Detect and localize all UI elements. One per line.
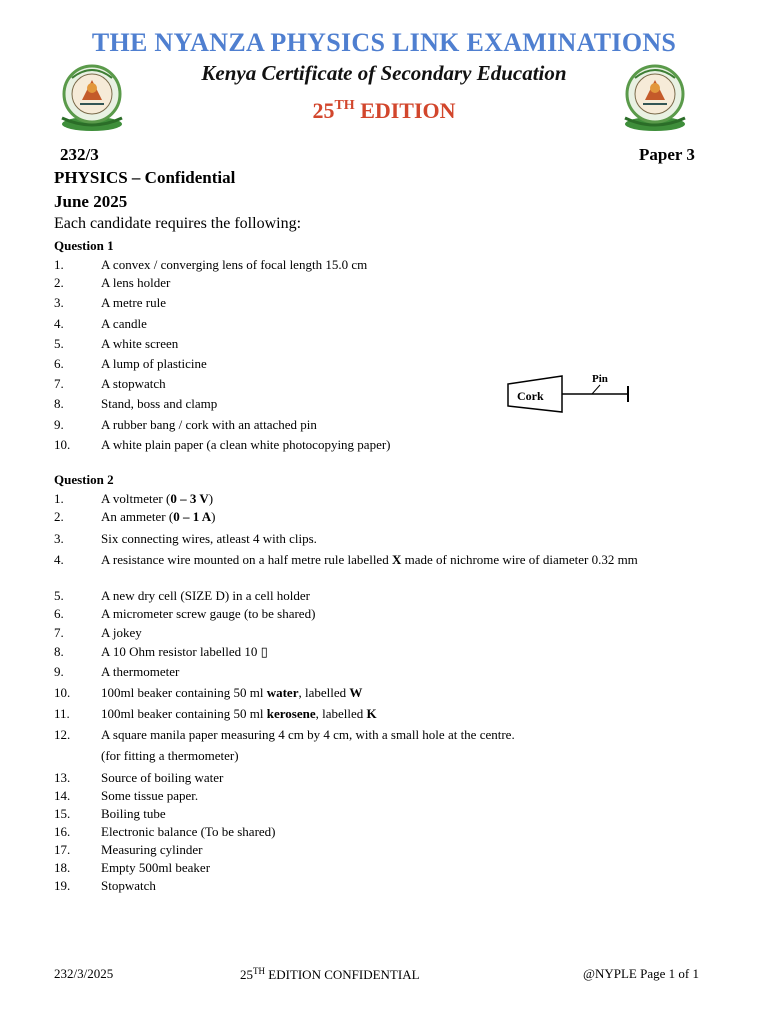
q1-item-number: 9. (54, 417, 64, 432)
q2-item-number: 18. (54, 860, 71, 875)
paper-number: Paper 3 (639, 145, 695, 164)
footer-edition-text: EDITION CONFIDENTIAL (265, 967, 420, 982)
q1-item-text: A metre rule (101, 295, 166, 310)
q2-item-number: 8. (54, 644, 64, 659)
q2-item-bold: kerosene (266, 706, 316, 721)
pin-label: Pin (592, 373, 608, 385)
footer-edition-suffix: TH (253, 966, 265, 976)
instructions-intro: Each candidate requires the following: (54, 215, 302, 232)
question-2-heading: Question 2 (54, 472, 114, 487)
q2-item-number: 11. (54, 706, 70, 721)
q2-item-text: Stopwatch (101, 878, 156, 893)
exam-title: THE NYANZA PHYSICS LINK EXAMINATIONS (91, 28, 677, 57)
q2-item-number: 4. (54, 552, 64, 567)
q1-item-number: 1. (54, 257, 64, 272)
q2-item-text-end: , labelled (315, 706, 367, 721)
footer-edition (240, 966, 420, 983)
q2-item-text: A new dry cell (SIZE D) in a cell holder (101, 588, 311, 603)
footer-paper-code: 232/3/2025 (54, 966, 114, 981)
subject-heading: PHYSICS – Confidential (54, 168, 236, 187)
nyple-logo-left (52, 58, 132, 138)
q2-item-text-end: made of nichrome wire of diameter 0.32 mm (401, 552, 638, 567)
q2-item-number: 16. (54, 824, 71, 839)
ohm-symbol: ▯ (260, 644, 268, 659)
q2-item-text: A 10 Ohm resistor labelled 10 (101, 644, 261, 659)
q2-item-text-end: ) (211, 509, 216, 524)
q2-item-text: A resistance wire mounted on a half metre rule labelled (101, 552, 392, 567)
q2-item-text: A jokey (101, 625, 142, 640)
q2-item-number: 10. (54, 685, 71, 700)
pin-pointer (592, 385, 600, 394)
cork-label: Cork (517, 389, 544, 403)
q1-item-text: A candle (101, 316, 147, 331)
q2-item-text: An ammeter ( (101, 509, 174, 524)
q1-item-text: A white plain paper (a clean white photocopying paper) (101, 437, 391, 452)
q2-item-text: Electronic balance (To be shared) (101, 824, 276, 839)
q2-item-number: 5. (54, 588, 64, 603)
q2-item-text: Six connecting wires, atleast 4 with clips. (101, 531, 317, 546)
cork-pin-diagram (506, 370, 636, 416)
q2-item-bold: X (391, 552, 402, 567)
q2-item-text: A voltmeter ( (101, 491, 171, 506)
q2-item-text: Some tissue paper. (101, 788, 199, 803)
q1-item-number: 10. (54, 437, 71, 452)
q2-item-number: 15. (54, 806, 71, 821)
q1-item-number: 5. (54, 336, 64, 351)
q1-item-number: 4. (54, 316, 64, 331)
q1-item-text: Stand, boss and clamp (101, 396, 218, 411)
question-1-heading: Question 1 (54, 238, 114, 253)
q1-item-number: 8. (54, 396, 64, 411)
footer-page-info: @NYPLE Page 1 of 1 (583, 966, 699, 981)
q1-item-text: A lump of plasticine (101, 356, 207, 371)
q2-item-bold: 0 – 3 V (170, 491, 209, 506)
q2-item-text: 100ml beaker containing 50 ml (101, 706, 267, 721)
q2-item-bold: 0 – 1 A (173, 509, 212, 524)
q1-item-number: 6. (54, 356, 64, 371)
q2-item-text: A square manila paper measuring 4 cm by 4 cm, with a small hole at the centre. (101, 727, 515, 742)
q2-item-number: 9. (54, 664, 64, 679)
q2-item-text-line2: (for fitting a thermometer) (101, 748, 239, 763)
q2-item-text: Source of boiling water (101, 770, 224, 785)
exam-date: June 2025 (54, 192, 128, 211)
q1-item-text: A white screen (101, 336, 179, 351)
q1-item-number: 2. (54, 275, 64, 290)
q2-item-number: 1. (54, 491, 64, 506)
nyple-logo-right (615, 58, 695, 138)
q2-item-label: K (366, 706, 377, 721)
q1-item-number: 3. (54, 295, 64, 310)
q2-item-number: 12. (54, 727, 71, 742)
q2-item-text-end: ) (208, 491, 214, 506)
q2-item-text: Boiling tube (101, 806, 166, 821)
footer-edition-number: 25 (240, 967, 253, 982)
q1-item-text: A lens holder (101, 275, 171, 290)
q2-item-text: A thermometer (101, 664, 180, 679)
q2-item-number: 13. (54, 770, 71, 785)
q2-item-text: Measuring cylinder (101, 842, 203, 857)
paper-code: 232/3 (60, 145, 99, 164)
q2-item-number: 3. (54, 531, 64, 546)
q2-item-text-end: , labelled (298, 685, 350, 700)
q1-item-number: 7. (54, 376, 64, 391)
edition-suffix: TH (334, 98, 355, 113)
q2-item-number: 17. (54, 842, 71, 857)
q1-item-text: A convex / converging lens of focal length 15.0 cm (101, 257, 368, 272)
q2-item-number: 14. (54, 788, 71, 803)
q2-item-text: Empty 500ml beaker (101, 860, 211, 875)
q2-item-label: W (349, 685, 363, 700)
q1-item-text: A stopwatch (101, 376, 166, 391)
q2-item-number: 7. (54, 625, 64, 640)
exam-subtitle: Kenya Certificate of Secondary Education (201, 61, 567, 85)
q2-item-bold: water (266, 685, 299, 700)
q2-item-number: 6. (54, 606, 64, 621)
edition-number: 25 (312, 98, 335, 123)
q1-item-text: A rubber bang / cork with an attached pin (101, 417, 317, 432)
q2-item-text: A micrometer screw gauge (to be shared) (101, 606, 316, 621)
edition-word: EDITION (360, 98, 456, 123)
q2-item-number: 19. (54, 878, 71, 893)
q2-item-number: 2. (54, 509, 64, 524)
q2-item-text: 100ml beaker containing 50 ml (101, 685, 267, 700)
